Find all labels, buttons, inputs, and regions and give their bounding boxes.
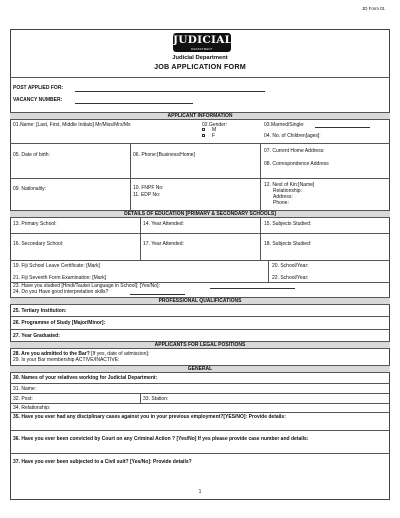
nationality-label[interactable]: 09. Nationality: [13,186,47,192]
secondary-school-label[interactable]: 16. Secondary School: [13,241,64,247]
vacancy-number-label: VACANCY NUMBER: [13,97,63,103]
interpretation-skills-field[interactable] [130,294,185,295]
divider [10,143,390,144]
divider [10,178,260,179]
page-number: 1 [198,489,202,495]
divider [140,393,141,403]
relative-name-label[interactable]: 31. Name: [13,386,37,392]
relatives-label[interactable]: 30. Names of your relatives working for Judicial Department: [13,375,158,381]
correspondence-address-label[interactable]: 08. Correspondence Address [264,161,329,167]
divider [10,329,390,330]
civil-suit-question[interactable]: 37. Have you ever been subjected to a Civil suit? [Yes/No]: Provide details? [13,459,192,465]
form-number: JD Form 01 [362,6,385,11]
divider [10,430,390,431]
divider [130,178,131,211]
section-header-professional: PROFESSIONAL QUALIFICATIONS [10,297,390,305]
bar-membership-label[interactable]: 29. Is your Bar membership ACTIVE/INACTIVE: [13,357,120,363]
divider [10,77,390,78]
post-applied-label: POST APPLIED FOR: [13,85,64,91]
fslc-school-year-label[interactable]: 20. School/Year: [272,263,309,269]
fslc-label[interactable]: 19. Fiji School Leave Certificate: [Mark] [13,263,100,269]
vacancy-number-field[interactable] [75,103,193,104]
gender-male-checkbox[interactable] [202,128,205,131]
bar-admission-question: 28. Are you admitted to the Bar? [13,351,90,357]
gender-female-label: F [212,133,216,139]
gender-label: 02.Gender: [202,122,228,128]
divider [10,412,390,413]
programme-label[interactable]: 26. Programme of Study [Major/Minor]: [13,320,106,326]
section-header-applicant: APPLICANT INFORMATION [10,112,390,120]
dob-label[interactable]: 05. Date of birth: [13,152,50,158]
primary-school-label[interactable]: 13. Primary School: [13,221,57,227]
kin-address-label[interactable]: Address: [273,194,293,200]
secondary-subjects-label[interactable]: 18. Subjects Studied: [264,241,312,247]
fnpf-label[interactable]: 10. FNPF No: [133,185,164,191]
section-header-legal: APPLICANTS FOR LEGAL POSITIONS [10,341,390,349]
logo-sub-text: DEPARTMENT [191,48,213,51]
children-label[interactable]: 04. No. of Children[ages]: [264,133,321,139]
home-address-label[interactable]: 07. Current Home Address: [264,148,325,154]
marital-status-label: 03.Married/Single: [264,122,305,128]
kin-relationship-label[interactable]: Relationship: [273,188,302,194]
divider [140,218,141,260]
divider [10,453,390,454]
secondary-year-label[interactable]: 17. Year Attended: [143,241,184,247]
divider [10,393,390,394]
primary-year-label[interactable]: 14. Year Attended: [143,221,184,227]
post-applied-field[interactable] [75,91,265,92]
divider [10,260,390,261]
relative-relationship-label[interactable]: 34. Relationship: [13,405,51,411]
language-study-field[interactable] [210,288,295,289]
divider [260,143,261,211]
next-of-kin-label[interactable]: 12. Next of Kin:[Name] [264,182,315,188]
gender-female-checkbox[interactable] [202,134,205,137]
language-study-label[interactable]: 23. Have you studied [Hindi/Taukei Language in School]: [Yes/No]: [13,283,160,289]
logo-main-text: JUDICIAL [173,34,233,46]
seventh-form-school-year-label[interactable]: 22. School/Year: [272,275,309,281]
edp-label[interactable]: 11. EDP No: [133,192,161,198]
relative-station-label[interactable]: 33. Station: [143,396,169,402]
divider [10,316,390,317]
relative-post-label[interactable]: 32. Post: [13,396,33,402]
section-header-education: DETAILS OF EDUCATION [PRIMARY & SECONDARY SCHOOLS] [10,210,390,218]
divider [260,218,261,260]
divider [10,403,390,404]
divider [10,383,390,384]
section-header-general: GENERAL [10,365,390,373]
year-graduated-label[interactable]: 27. Year Graduated: [13,333,60,339]
gender-male-label: M [212,127,217,133]
department-name: Judicial Department [172,55,228,61]
tertiary-institution-label[interactable]: 25. Tertiary Institution: [13,308,67,314]
interpretation-skills-label[interactable]: 24. Do you Have good interpretation skills? [13,289,109,295]
divider [260,178,390,179]
marital-status-field[interactable] [315,127,370,128]
primary-subjects-label[interactable]: 15. Subjects Studied: [264,221,312,227]
divider [130,143,131,178]
judicial-logo [173,33,231,52]
bar-admission-detail: [If yes, date of admission]: [89,351,150,357]
divider [268,260,269,282]
divider [10,233,390,234]
form-title: JOB APPLICATION FORM [154,62,246,71]
seventh-form-label[interactable]: 21. Fiji Seventh Form Examination: [Mark] [13,275,107,281]
disciplinary-question[interactable]: 35. Have you ever had any disciplinary cases against you in your previous employment?[YES/NO]: Provide details: [13,414,286,420]
name-field-label[interactable]: 01.Name: [Last, First, Middle Initials] Mr/Miss/Mrs/Ms [13,122,131,128]
conviction-question[interactable]: 36. Have you ever been convicted by Court on any Criminal Action ? [Yes/No] If yes please provide case number and details: [13,436,309,442]
phone-label[interactable]: 06. Phone:[Business/Home] [133,152,195,158]
kin-phone-label[interactable]: Phone: [273,200,289,206]
